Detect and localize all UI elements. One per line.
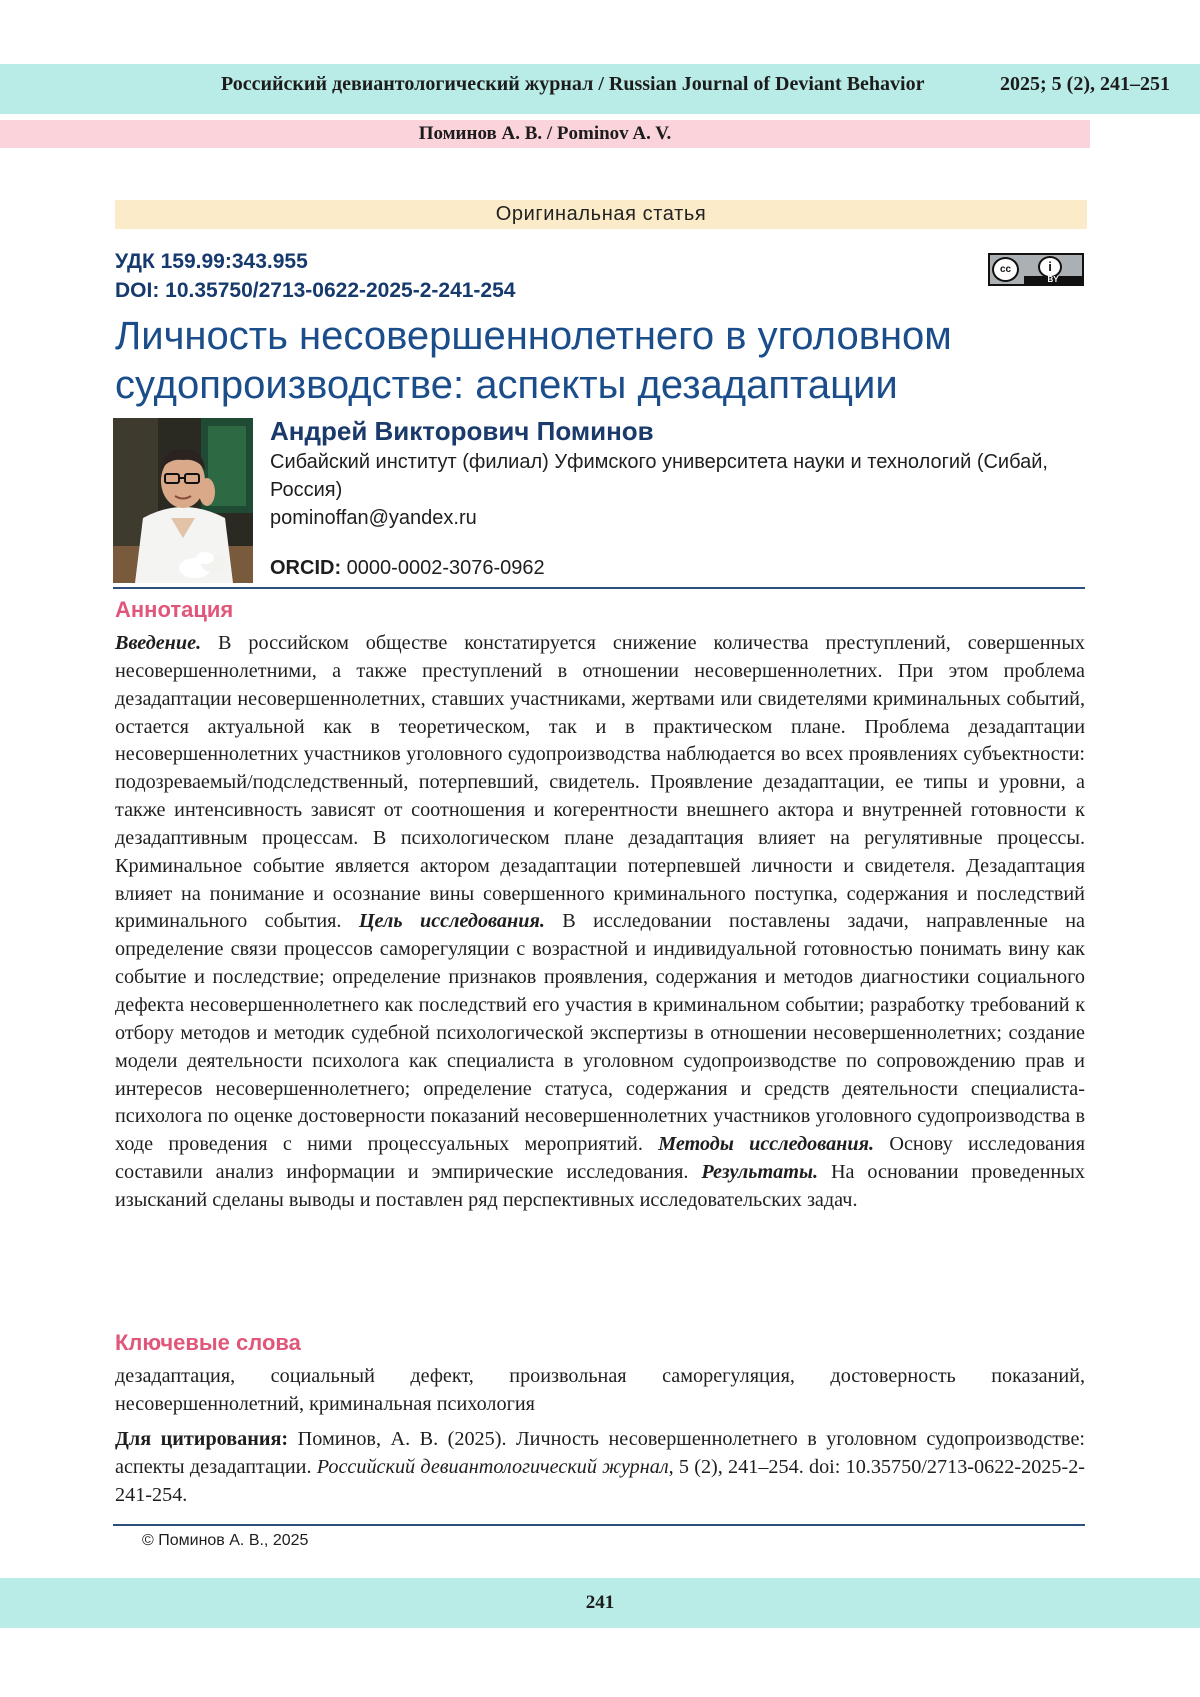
methods-text: Основу исследования составили анализ информации и эмпирические исследования. <box>115 1133 1085 1184</box>
page-number: 241 <box>0 1578 1200 1628</box>
keywords-heading: Ключевые слова <box>115 1330 301 1355</box>
author-name: Андрей Викторович Поминов <box>270 416 654 446</box>
author-orcid[interactable] <box>270 557 545 580</box>
citation-journal: Российский девиантологический журнал <box>316 1456 669 1478</box>
running-author-band: Поминов А. В. / Pominov A. V. <box>0 120 1090 148</box>
journal-name: Российский девиантологический журнал / Russian Journal of Deviant Behavior <box>221 73 925 95</box>
cc-circle-icon: cc <box>992 257 1019 282</box>
section-divider <box>113 587 1085 589</box>
author-photo <box>113 418 253 583</box>
license-by-label: BY <box>1024 276 1082 284</box>
creative-commons-by-icon[interactable] <box>988 253 1084 286</box>
issue-info: 2025; 5 (2), 241–251 <box>1000 73 1170 95</box>
orcid-id: 0000-0002-3076-0962 <box>346 557 545 579</box>
copyright: © Поминов А. В., 2025 <box>142 1532 309 1549</box>
footer-divider <box>113 1524 1085 1526</box>
author-email[interactable]: pominoffan@yandex.ru <box>270 507 477 529</box>
citation-label: Для цитирования: <box>115 1428 289 1450</box>
results-label: Результаты. <box>701 1161 818 1184</box>
keywords-text: дезадаптация, социальный дефект, произвольная саморегуляция, достоверность показаний, несовершеннолетний, криминальная психология <box>115 1365 1085 1415</box>
citation-tail: , 5 (2), 241–254. doi: 10.35750/2713-0622-2025-2-241-254. <box>115 1456 1086 1506</box>
udk-code: УДК 159.99:343.955 <box>115 250 308 273</box>
aim-text: В исследовании поставлены задачи, направленные на определение связи процессов саморегуляции с возрастной и индивидуальной готовностью понимать вину как событие и последствие; определение признаков проявления, содержания и методов диагностики социального дефекта несовершеннолетнего как последствий его участия в криминальном событии; разработку требований к отбору методов и методик судебной психологической экспертизы в отношении несовершеннолетних; создание модели деятельности психолога как специалиста в уголовном судопроизводстве по сопровождению прав и интересов несовершеннолетнего; определение статуса, содержания и средств деятельности специалиста-психолога по оценке достоверности показаний несовершеннолетних участников уголовного судопроизводства в ходе проведения с ними процессуальных мероприятий. <box>115 910 1086 1156</box>
doi-link[interactable]: DOI: 10.35750/2713-0622-2025-2-241-254 <box>115 279 516 302</box>
article-title-line-1: Личность несовершеннолетнего в уголовном <box>115 314 952 358</box>
citation-text: Поминов, А. В. (2025). Личность несовершеннолетнего в уголовном судопроизводстве: аспекты дезадаптации. <box>115 1428 1086 1478</box>
attribution-person-icon: i <box>1038 256 1062 278</box>
intro-label: Введение. <box>115 632 202 654</box>
results-text: На основании проведенных изысканий сделаны выводы и поставлен ряд перспективных исследовательских задач. <box>115 1161 1086 1211</box>
methods-label: Методы исследования. <box>658 1133 875 1156</box>
author-details <box>270 448 1090 532</box>
intro-text: В российском обществе констатируется снижение количества преступлений, совершенных несовершеннолетними, а также преступлений в отношении несовершеннолетних. При этом проблема дезадаптации несовершеннолетних, ставших участниками, жертвами или свидетелями криминальных событий, остается актуальной как в теоретическом, так и в практическом плане. Проблема дезадаптации несовершеннолетних участников уголовного судопроизводства наблюдается во всех проявлениях субъектности: подозреваемый/подследственный, потерпевший, свидетель. Проявление дезадаптации, ее типы и уровни, а также интенсивность зависят от соотношения и когерентности внешнего актора и внутренней готовности к дезадаптивным процессам. В психологическом плане дезадаптация влияет на регулятивные процессы. Криминальное событие является актором дезадаптации потерпевшей личности и свидетеля. Дезадаптация влияет на понимание и осознание вины совершенного криминального поступка, содержания и последствий криминального события. <box>115 632 1085 933</box>
article-identifiers <box>115 247 515 305</box>
article-title-line-2: судопроизводстве: аспекты дезадаптации <box>115 363 898 407</box>
author-affiliation: Сибайский институт (филиал) Уфимского университета науки и технологий (Сибай, Россия) <box>270 451 1048 501</box>
citation-block <box>115 1425 1085 1509</box>
aim-label: Цель исследования. <box>358 910 545 933</box>
orcid-label: ORCID: <box>270 557 342 579</box>
article-type: Оригинальная статья <box>115 200 1087 229</box>
annotation-heading: Аннотация <box>115 597 234 622</box>
article-title <box>115 312 1075 410</box>
journal-header-band <box>0 64 1200 114</box>
author-portrait-illustration <box>113 418 253 583</box>
annotation-body <box>115 630 1085 1215</box>
